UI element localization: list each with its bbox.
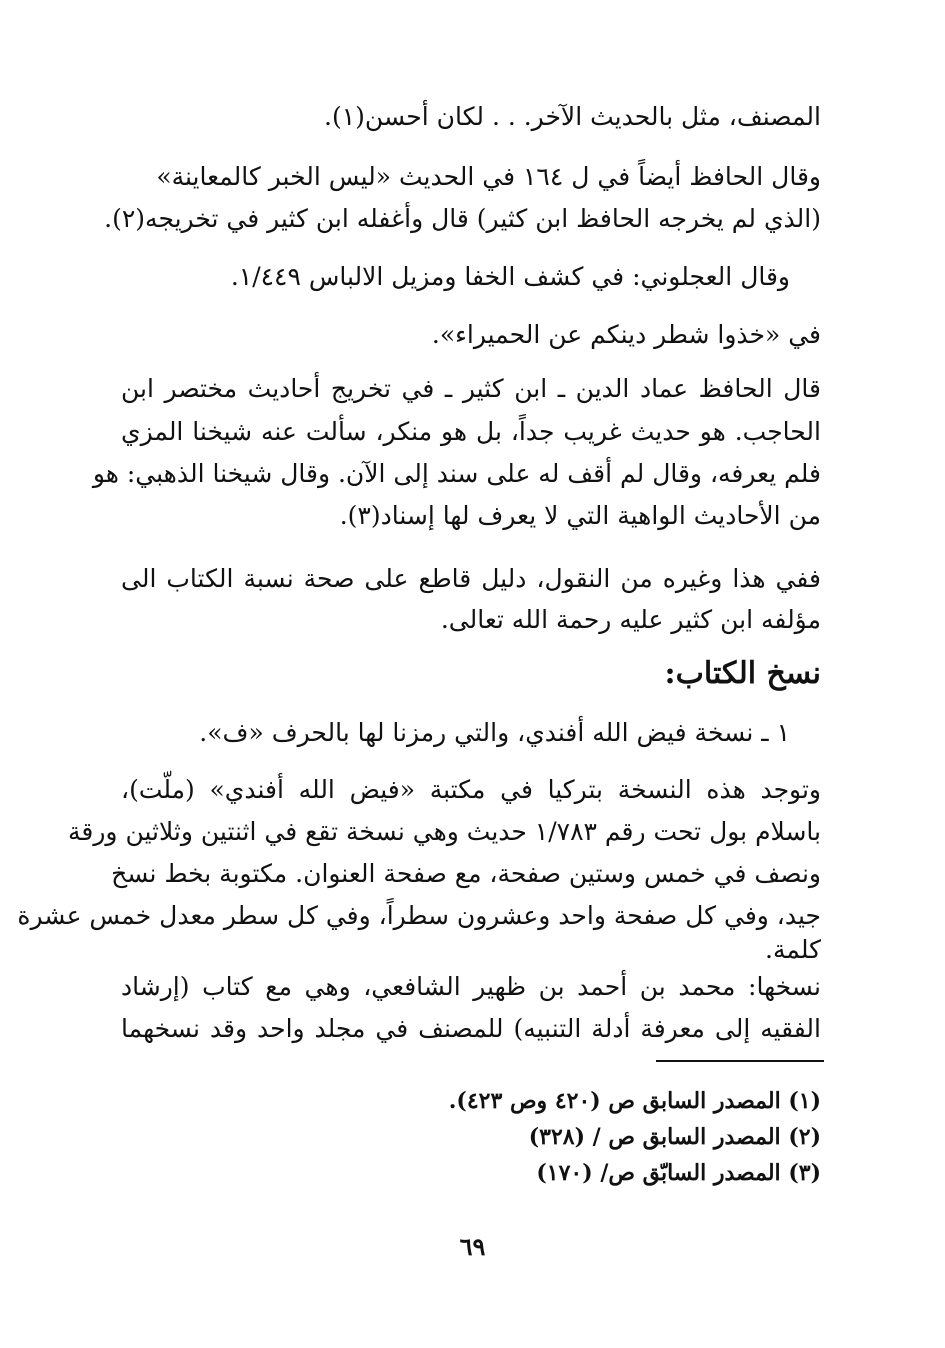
section-heading: نسخ الكتاب: bbox=[664, 656, 821, 691]
text-line: باسلام بول تحت رقم ١/٧٨٣ حديث وهي نسخة تقع في اثنتين وثلاثين ورقة bbox=[68, 817, 821, 846]
list-item: ١ ـ نسخة فيض الله أفندي، والتي رمزنا لها بالحرف «ف». bbox=[199, 718, 790, 747]
text-line: كلمة. bbox=[765, 935, 821, 964]
footnote: (٢) المصدر السابق ص / (٣٢٨) bbox=[528, 1124, 821, 1150]
page-number: ٦٩ bbox=[459, 1232, 486, 1261]
text-line: نسخها: محمد بن أحمد بن ظهير الشافعي، وهي مع كتاب (إرشاد bbox=[121, 972, 821, 1001]
text-line: مؤلفه ابن كثير عليه رحمة الله تعالى. bbox=[440, 605, 821, 634]
footnote-divider bbox=[656, 1060, 824, 1062]
text-line: جيد، وفي كل صفحة واحد وعشرون سطراً، وفي كل سطر معدل خمس عشرة bbox=[17, 901, 821, 930]
text-line: في «خذوا شطر دينكم عن الحميراء». bbox=[431, 320, 821, 349]
text-line: ففي هذا وغيره من النقول، دليل قاطع على صحة نسبة الكتاب الى bbox=[121, 564, 821, 593]
text-line: وقال الحافظ أيضاً في ل ١٦٤ في الحديث «ليس الخبر كالمعاينة» bbox=[156, 162, 821, 191]
text-line: المصنف، مثل بالحديث الآخر. . . لكان أحسن(١). bbox=[324, 102, 821, 131]
text-line: ونصف في خمس وستين صفحة، مع صفحة العنوان. مكتوبة بخط نسخ bbox=[111, 859, 821, 888]
footnote: (٣) المصدر السابّق ص/ (١٧٠) bbox=[536, 1160, 821, 1186]
text-line: الفقيه إلى معرفة أدلة التنبيه) للمصنف في مجلد واحد وقد نسخهما bbox=[121, 1014, 821, 1043]
text-line: فلم يعرفه، وقال لم أقف له على سند إلى الآن. وقال شيخنا الذهبي: هو bbox=[92, 459, 821, 488]
text-line: وتوجد هذه النسخة بتركيا في مكتبة «فيض الله أفندي» (ملّت)، bbox=[121, 775, 821, 804]
text-line: (الذي لم يخرجه الحافظ ابن كثير) قال وأغفله ابن كثير في تخريجه(٢). bbox=[104, 204, 821, 233]
text-line: قال الحافظ عماد الدين ـ ابن كثير ـ في تخريج أحاديث مختصر ابن bbox=[121, 374, 821, 403]
footnote: (١) المصدر السابق ص (٤٢٠ وص ٤٢٣). bbox=[448, 1088, 821, 1114]
text-line: وقال العجلوني: في كشف الخفا ومزيل الالباس ١/٤٤٩. bbox=[230, 262, 790, 291]
text-line: من الأحاديث الواهية التي لا يعرف لها إسناد(٣). bbox=[339, 501, 821, 530]
text-line: الحاجب. هو حديث غريب جداً، بل هو منكر، سألت عنه شيخنا المزي bbox=[121, 417, 821, 446]
